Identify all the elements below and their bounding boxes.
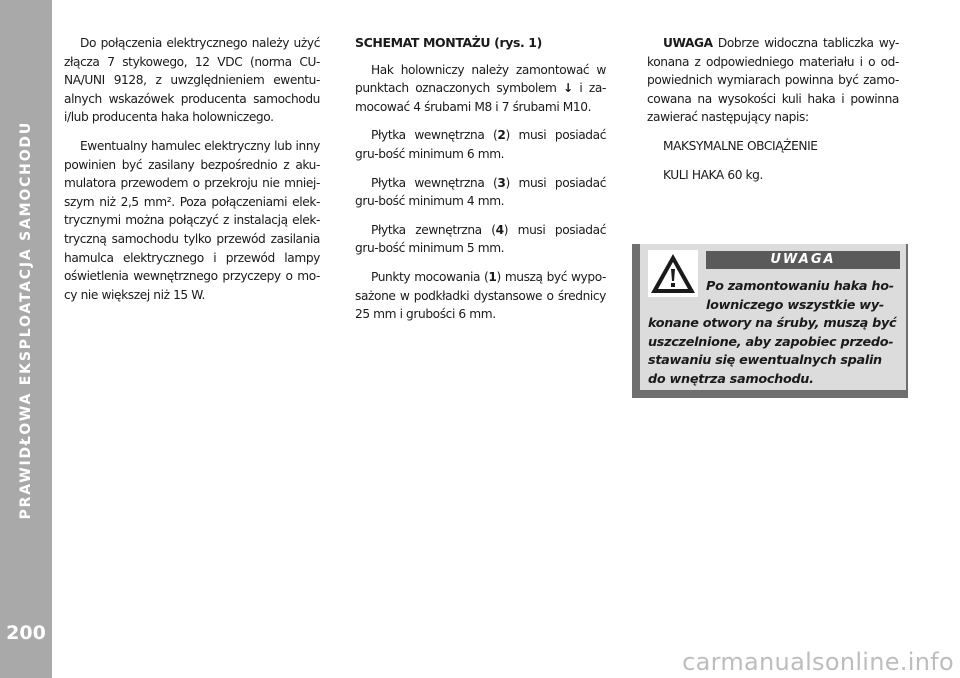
mount-symbol-icon: ↓ bbox=[563, 81, 573, 96]
text: Płytka wewnętrzna ( bbox=[371, 128, 498, 143]
text: ) musi posiadać gru-bość minimum 4 mm. bbox=[355, 175, 606, 209]
text: i za-mocować 4 śrubami M8 i 7 śrubami M10. bbox=[355, 81, 606, 114]
column-3 bbox=[647, 34, 899, 195]
paragraph-mount-points bbox=[355, 268, 606, 324]
paragraph-plate-2 bbox=[355, 126, 606, 163]
section-title bbox=[7, 40, 45, 600]
column-1 bbox=[64, 34, 320, 314]
sign-line-2: KULI HAKA 60 kg. bbox=[663, 167, 763, 182]
text: Płytka zewnętrzna ( bbox=[371, 222, 496, 237]
warning-text: Po zamontowaniu haka ho-lowniczego wszystkie wy-konane otwory na śruby, muszą być uszczelnione, aby zapobiec przedo-stawaniu się ewentualnych spalin do wnętrza samochodu. bbox=[648, 279, 897, 387]
watermark: carmanualsonline.info bbox=[682, 648, 954, 676]
ref-number: 4 bbox=[495, 222, 504, 237]
paragraph-connector: Do połączenia elektrycznego należy użyć złącza 7 stykowego, 12 VDC (norma CU-NA/UNI 9128, z uwzględnieniem ewentu-alnych wskazówek producenta samochodu i/lub producenta haka holowniczego. bbox=[64, 36, 320, 125]
paragraph-brake: Ewentualny hamulec elektryczny lub inny powinien być zasilany bezpośrednio z aku-mulatora przewodem o przekroju nie mniej-szym niż 2,5 mm². Poza połączeniami elek-trycznymi można połączyć z instalacją elek-tryczną samochodu tylko przewód zasilania hamulca elektrycznego i przewód lampy oświetlenia wewnętrznego przyczepy o mo-cy nie większej niż 15 W. bbox=[64, 138, 320, 302]
ref-number: 2 bbox=[497, 128, 506, 143]
text: ) musi posiadać gru-bość minimum 5 mm. bbox=[355, 222, 606, 256]
heading-text: SCHEMAT MONTAŻU bbox=[355, 35, 491, 50]
sidebar bbox=[0, 0, 52, 678]
icon-spacer bbox=[648, 278, 706, 298]
assembly-heading bbox=[355, 34, 606, 53]
column-2 bbox=[355, 34, 606, 334]
paragraph-sign bbox=[647, 34, 899, 127]
text: Punkty mocowania ( bbox=[371, 269, 489, 284]
paragraph-plate-4 bbox=[355, 221, 606, 258]
ref-number: 1 bbox=[488, 269, 497, 284]
page-number: 200 bbox=[6, 622, 46, 644]
text: Hak holowniczy należy zamontować w punktach oznaczonych symbolem bbox=[355, 62, 606, 96]
text: ) musi posiadać gru-bość minimum 6 mm. bbox=[355, 128, 606, 161]
paragraph-plate-3 bbox=[355, 174, 606, 211]
paragraph-mounting bbox=[355, 61, 606, 117]
section-title-text: PRAWIDŁOWA EKSPLOATACJA SAMOCHODU bbox=[18, 120, 34, 520]
note-text: Dobrze widoczna tabliczka wy-konana z odpowiedniego materiału i o od-powiednich wymiarach powinna być zamo-cowana na wysokości kuli haka i powinna zawierać następujący napis: bbox=[647, 36, 899, 125]
ref-number: 3 bbox=[497, 175, 506, 190]
sign-line-1: MAKSYMALNE OBCIĄŻENIE bbox=[663, 138, 818, 153]
heading-ref: (rys. 1) bbox=[494, 35, 542, 50]
note-label: UWAGA bbox=[663, 36, 713, 50]
warning-text-block bbox=[648, 278, 900, 389]
text: ) muszą być wypo-sażone w podkładki dystansowe o średnicy 25 mm i grubości 6 mm. bbox=[355, 269, 606, 322]
warning-label: UWAGA bbox=[706, 251, 900, 269]
text: Płytka wewnętrzna ( bbox=[371, 175, 498, 190]
